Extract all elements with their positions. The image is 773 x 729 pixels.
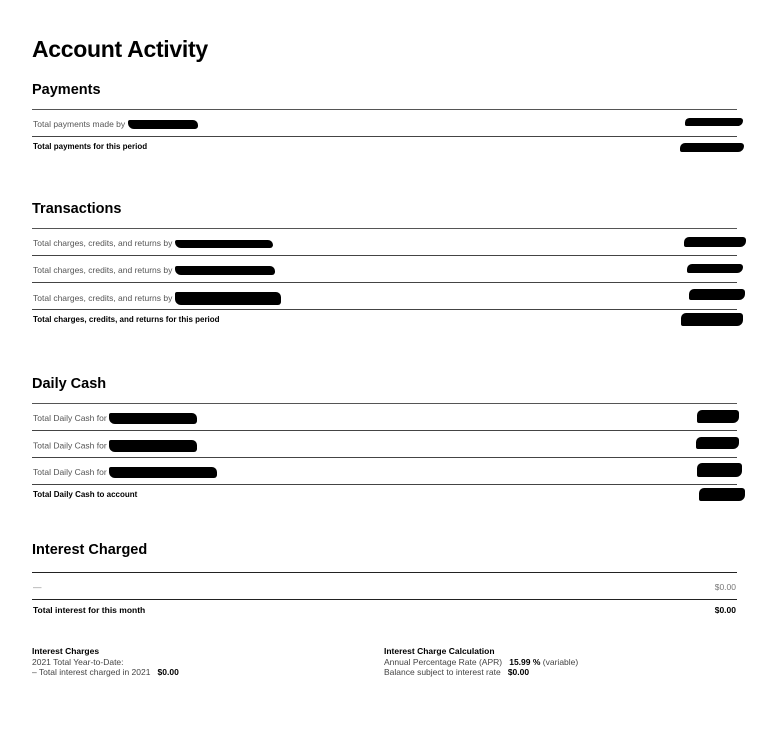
redacted-name xyxy=(128,120,198,129)
payments-total-label: Total payments for this period xyxy=(33,142,148,151)
interest-calculation-title: Interest Charge Calculation xyxy=(384,646,495,656)
interest-row-label: — xyxy=(33,582,42,592)
payment-row-label: Total payments made by xyxy=(33,119,126,129)
daily-cash-row xyxy=(32,458,737,485)
transactions-total-label: Total charges, credits, and returns for this period xyxy=(33,315,220,324)
balance-value: $0.00 xyxy=(507,667,530,677)
redacted-name xyxy=(175,292,281,305)
redacted-amount xyxy=(681,313,743,326)
redacted-amount xyxy=(684,237,746,247)
interest-charged-heading: Interest Charged xyxy=(32,542,148,558)
interest-total-row xyxy=(32,600,737,620)
daily-cash-total-label: Total Daily Cash to account xyxy=(33,490,138,499)
interest-total-label: Total interest for this month xyxy=(33,605,146,615)
apr-label: Annual Percentage Rate (APR) xyxy=(384,656,503,667)
redacted-amount xyxy=(687,264,743,273)
redacted-name xyxy=(175,266,275,275)
daily-cash-row-label: Total Daily Cash for xyxy=(33,413,107,423)
interest-charges-title: Interest Charges xyxy=(32,646,100,656)
transaction-row-label: Total charges, credits, and returns by xyxy=(33,238,173,248)
daily-cash-row-label: Total Daily Cash for xyxy=(33,440,107,451)
redacted-amount xyxy=(680,143,744,152)
daily-cash-heading: Daily Cash xyxy=(32,376,107,392)
interest-total-amount: $0.00 xyxy=(714,605,736,615)
ytd-label: 2021 Total Year-to-Date: xyxy=(32,656,124,667)
redacted-name xyxy=(175,240,273,248)
transaction-row xyxy=(32,256,737,283)
redacted-name xyxy=(109,440,197,452)
interest-charges-summary xyxy=(32,646,179,678)
transactions-total-row xyxy=(32,310,737,330)
redacted-amount xyxy=(689,289,745,300)
transaction-row-label: Total charges, credits, and returns by xyxy=(33,265,173,275)
transaction-row-label: Total charges, credits, and returns by xyxy=(33,292,173,303)
interest-charged-section xyxy=(32,540,737,620)
apr-value: 15.99 % xyxy=(509,656,541,667)
daily-cash-row xyxy=(32,404,737,431)
balance-label: Balance subject to interest rate xyxy=(384,667,501,677)
interest-calculation-summary xyxy=(384,646,578,678)
transaction-row xyxy=(32,283,737,310)
ytd-total-value: $0.00 xyxy=(157,667,179,677)
transactions-section xyxy=(32,199,737,330)
apr-note: (variable) xyxy=(542,656,579,667)
interest-row-amount: $0.00 xyxy=(714,582,736,592)
redacted-name xyxy=(109,413,197,424)
payment-row xyxy=(32,110,737,137)
payments-heading: Payments xyxy=(32,82,101,98)
transactions-heading: Transactions xyxy=(32,201,122,217)
redacted-amount xyxy=(699,488,745,501)
interest-row xyxy=(32,573,737,600)
redacted-amount xyxy=(696,437,739,449)
transaction-row xyxy=(32,229,737,256)
daily-cash-total-row xyxy=(32,485,737,505)
redacted-amount xyxy=(685,118,743,126)
daily-cash-row-label: Total Daily Cash for xyxy=(33,467,107,477)
daily-cash-section xyxy=(32,374,737,505)
payments-total-row xyxy=(32,137,737,157)
redacted-name xyxy=(109,467,217,478)
redacted-amount xyxy=(697,463,742,477)
page-title: Account Activity xyxy=(32,36,208,62)
payments-section xyxy=(32,80,737,157)
redacted-amount xyxy=(697,410,739,423)
ytd-total-label: – Total interest charged in 2021 xyxy=(32,667,151,677)
daily-cash-row xyxy=(32,431,737,458)
